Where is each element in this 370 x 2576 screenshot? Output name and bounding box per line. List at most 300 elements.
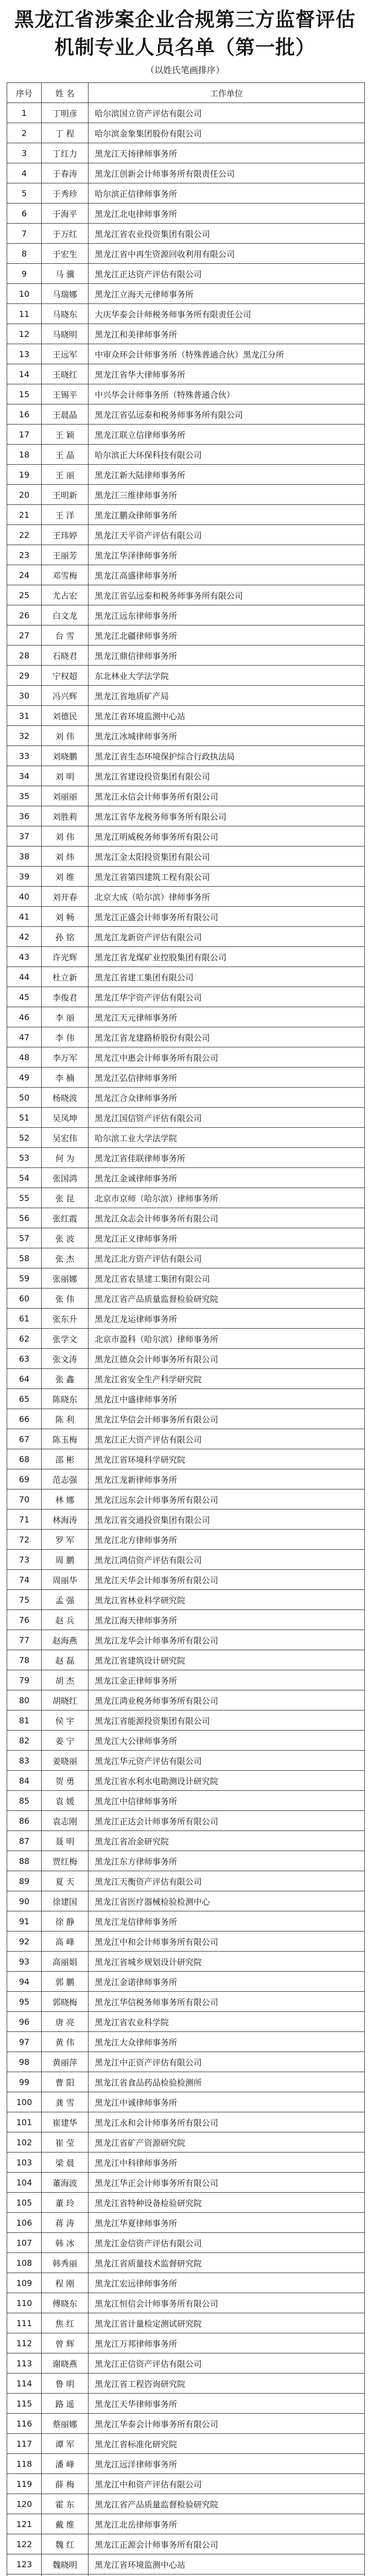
row-index: 37 [7, 826, 42, 846]
row-unit: 黑龙江创新会计师事务所有限责任公司 [89, 163, 365, 183]
row-name: 董 玲 [42, 2193, 89, 2213]
table-row [7, 2394, 365, 2414]
row-index: 62 [7, 1329, 42, 1349]
row-index: 107 [7, 2233, 42, 2253]
row-name: 张学文 [42, 1329, 89, 1349]
row-name: 张丽娜 [42, 1268, 89, 1289]
row-unit: 黑龙江龙运律师事务所 [89, 1309, 365, 1329]
row-name: 周丽华 [42, 1570, 89, 1590]
row-unit: 黑龙江新大陆律师事务所 [89, 465, 365, 485]
row-index: 123 [7, 2554, 42, 2574]
row-unit: 黑龙江华宇资产评估有限公司 [89, 987, 365, 1007]
row-name: 鲁 明 [42, 2374, 89, 2394]
row-index: 116 [7, 2414, 42, 2434]
row-name: 戴 维 [42, 2514, 89, 2534]
row-unit: 黑龙江正义律师事务所 [89, 1228, 365, 1248]
row-index: 25 [7, 585, 42, 605]
row-name: 王远军 [42, 344, 89, 364]
table-row [7, 1931, 365, 1952]
table-row [7, 1389, 365, 1409]
row-unit: 黑龙江天扬律师事务所 [89, 143, 365, 163]
table-row [7, 545, 365, 565]
table-row [7, 1409, 365, 1429]
row-unit: 中兴华会计师事务所（特殊普通合伙） [89, 384, 365, 404]
row-unit: 黑龙江北岳律师事务所 [89, 2514, 365, 2534]
table-row [7, 1690, 365, 1710]
row-index [7, 2574, 42, 2576]
row-name: 胡 杰 [42, 1670, 89, 1690]
table-row [7, 726, 365, 746]
table-row [7, 1751, 365, 1771]
row-index: 7 [7, 224, 42, 244]
row-unit: 黑龙江省佳联律师事务所 [89, 1148, 365, 1168]
row-index: 78 [7, 1650, 42, 1670]
row-index: 12 [7, 324, 42, 344]
row-name: 王玮婷 [42, 525, 89, 545]
row-name: 刘 伟 [42, 726, 89, 746]
row-unit: 黑龙江中信律师事务所 [89, 1791, 365, 1811]
row-index: 106 [7, 2213, 42, 2233]
row-index: 92 [7, 1931, 42, 1952]
row-index: 19 [7, 465, 42, 485]
row-index: 85 [7, 1791, 42, 1811]
table-row [7, 1992, 365, 2012]
row-unit [89, 2574, 365, 2576]
row-unit: 黑龙江金信资产评估有限公司 [89, 2233, 365, 2253]
table-row [7, 244, 365, 264]
row-unit: 哈尔滨工业大学法学院 [89, 1128, 365, 1148]
row-name: 刘 维 [42, 867, 89, 887]
row-index: 14 [7, 364, 42, 384]
row-name: 张 伟 [42, 1289, 89, 1309]
table-row [7, 1469, 365, 1489]
roster-table-body [7, 103, 365, 2576]
row-unit: 黑龙江省冶金研究院 [89, 1831, 365, 1851]
row-unit: 黑龙江省龙建路桥股份有限公司 [89, 1027, 365, 1047]
table-row [7, 1208, 365, 1228]
row-unit: 黑龙江鹏众律师事务所 [89, 505, 365, 525]
table-row [7, 2132, 365, 2153]
row-name: 刘 畅 [42, 907, 89, 927]
row-name: 王明新 [42, 485, 89, 505]
row-index: 108 [7, 2253, 42, 2273]
row-name: 王晓红 [42, 364, 89, 384]
row-name: 霍 东 [42, 2494, 89, 2514]
row-index: 44 [7, 967, 42, 987]
table-row [7, 1188, 365, 1208]
row-name: 陈玉梅 [42, 1429, 89, 1449]
row-unit: 黑龙江永信会计师事务所有限公司 [89, 786, 365, 806]
row-index: 73 [7, 1550, 42, 1570]
row-index: 15 [7, 384, 42, 404]
table-header-row [7, 83, 365, 103]
row-unit: 黑龙江金诚律师事务所 [89, 1168, 365, 1188]
subtitle: （以姓氏笔画排序） [146, 65, 224, 76]
row-unit: 黑龙江北疆律师事务所 [89, 625, 365, 646]
row-name: 李俊君 [42, 987, 89, 1007]
table-row [7, 1590, 365, 1610]
row-index: 52 [7, 1128, 42, 1148]
row-name: 崔建华 [42, 2112, 89, 2132]
table-row [7, 2353, 365, 2374]
row-index: 36 [7, 806, 42, 826]
row-name: 杨晓波 [42, 1088, 89, 1108]
table-row [7, 1791, 365, 1811]
row-unit: 黑龙江金太阳投资集团有限公司 [89, 846, 365, 867]
row-name: 林 娜 [42, 1489, 89, 1510]
row-index: 117 [7, 2434, 42, 2454]
row-index: 68 [7, 1449, 42, 1469]
row-name: 石晓君 [42, 646, 89, 666]
row-index: 9 [7, 264, 42, 284]
row-unit: 黑龙江高盛律师事务所 [89, 565, 365, 585]
table-row [7, 1811, 365, 1831]
table-row [7, 967, 365, 987]
table-row [7, 264, 365, 284]
row-unit: 黑龙江北方律师事务所 [89, 1530, 365, 1550]
row-index: 28 [7, 646, 42, 666]
row-unit: 黑龙江联立信律师事务所 [89, 425, 365, 445]
table-row [7, 485, 365, 505]
table-row [7, 505, 365, 525]
row-name: 张 昆 [42, 1188, 89, 1208]
row-index: 83 [7, 1751, 42, 1771]
row-unit: 黑龙江正达会计师事务所有限公司 [89, 1811, 365, 1831]
table-row [7, 766, 365, 786]
row-name: 马晓东 [42, 304, 89, 324]
row-name: 侯 宇 [42, 1710, 89, 1731]
row-unit: 黑龙江省特种设备检验研究院 [89, 2193, 365, 2213]
table-row [7, 1349, 365, 1369]
row-index: 11 [7, 304, 42, 324]
row-unit: 黑龙江龙华会计师事务所有限公司 [89, 1630, 365, 1650]
row-name: 吴宏伟 [42, 1128, 89, 1148]
row-index: 120 [7, 2494, 42, 2514]
row-name: 谭 军 [42, 2434, 89, 2454]
row-name: 黄丽萍 [42, 2052, 89, 2072]
row-name: 邵 彬 [42, 1449, 89, 1469]
table-row [7, 1228, 365, 1248]
table-row [7, 2374, 365, 2394]
row-index: 67 [7, 1429, 42, 1449]
row-index: 72 [7, 1530, 42, 1550]
row-index: 42 [7, 927, 42, 947]
row-unit: 黑龙江天衡资产评估有限公司 [89, 1871, 365, 1891]
row-index: 88 [7, 1851, 42, 1871]
row-index: 33 [7, 746, 42, 766]
row-unit: 黑龙江省建设投资集团有限公司 [89, 766, 365, 786]
row-name: 王 丽 [42, 465, 89, 485]
table-row [7, 565, 365, 585]
row-unit: 黑龙江省安全生产科学研究院 [89, 1369, 365, 1389]
row-unit: 黑龙江鼎信律师事务所 [89, 646, 365, 666]
row-unit: 黑龙江省医疗器械检验检测中心 [89, 1891, 365, 1911]
row-unit: 黑龙江德众会计师事务所有限公司 [89, 1349, 365, 1369]
table-row [7, 1489, 365, 1510]
row-index: 35 [7, 786, 42, 806]
row-unit: 黑龙江正达资产评估有限公司 [89, 264, 365, 284]
table-row [7, 2072, 365, 2092]
table-row [7, 1530, 365, 1550]
row-name: 胡晓红 [42, 1690, 89, 1710]
row-index: 61 [7, 1309, 42, 1329]
row-index: 24 [7, 565, 42, 585]
row-name: 陈晓东 [42, 1389, 89, 1409]
table-row [7, 786, 365, 806]
row-index: 112 [7, 2333, 42, 2353]
row-name: 贺 勇 [42, 1771, 89, 1791]
row-name: 刘胜莉 [42, 806, 89, 826]
title-line-1: 黑龙江省涉案企业合规第三方监督评估 [14, 8, 356, 31]
row-unit: 黑龙江众志会计师事务所有限公司 [89, 1208, 365, 1228]
row-index: 5 [7, 183, 42, 204]
row-index: 98 [7, 2052, 42, 2072]
row-name: 王锡平 [42, 384, 89, 404]
roster-table [7, 82, 365, 2576]
row-unit: 黑龙江鸿信资产评估有限公司 [89, 1550, 365, 1570]
row-name: 孟 强 [42, 1590, 89, 1610]
table-row [7, 183, 365, 204]
row-index: 1 [7, 103, 42, 123]
row-unit: 黑龙江华正会计师事务所有限公司 [89, 2173, 365, 2193]
table-row [7, 344, 365, 364]
row-name: 林海涛 [42, 1510, 89, 1530]
table-row [7, 204, 365, 224]
table-row [7, 625, 365, 646]
row-unit: 黑龙江省产品质量监督检验研究院 [89, 2494, 365, 2514]
row-unit: 中审众环会计师事务所（特殊普通合伙）黑龙江分所 [89, 344, 365, 364]
row-unit: 黑龙江宏远律师事务所 [89, 2273, 365, 2293]
row-index: 113 [7, 2353, 42, 2374]
row-index: 46 [7, 1007, 42, 1027]
table-row [7, 2474, 365, 2494]
table-row [7, 425, 365, 445]
header-unit: 工作单位 [89, 83, 365, 103]
row-name: 曹 阳 [42, 2072, 89, 2092]
row-unit: 黑龙江华信会计师事务所有限公司 [89, 1409, 365, 1429]
row-unit: 黑龙江中和会计师事务所有限公司 [89, 1931, 365, 1952]
row-unit: 黑龙江恒信会计师事务所有限公司 [89, 2293, 365, 2313]
row-index: 16 [7, 404, 42, 425]
row-index: 90 [7, 1891, 42, 1911]
table-row [7, 1128, 365, 1148]
row-unit: 黑龙江冰城律师事务所 [89, 726, 365, 746]
row-unit: 哈尔滨正大环保科技有限公司 [89, 445, 365, 465]
table-row [7, 947, 365, 967]
table-row [7, 404, 365, 425]
table-row [7, 1972, 365, 1992]
table-row [7, 2233, 365, 2253]
table-row [7, 384, 365, 404]
table-row [7, 284, 365, 304]
table-row [7, 1148, 365, 1168]
row-index: 49 [7, 1067, 42, 1088]
row-name: 张东升 [42, 1309, 89, 1329]
row-unit: 黑龙江国信资产评估有限公司 [89, 1108, 365, 1128]
row-unit: 哈尔滨正信律师事务所 [89, 183, 365, 204]
table-row [7, 686, 365, 706]
row-name: 周 鹏 [42, 1550, 89, 1570]
row-index: 77 [7, 1630, 42, 1650]
table-row [7, 1268, 365, 1289]
row-unit: 黑龙江中正资产评估有限公司 [89, 2052, 365, 2072]
row-index: 96 [7, 2012, 42, 2032]
row-index: 70 [7, 1489, 42, 1510]
row-index: 56 [7, 1208, 42, 1228]
row-index: 87 [7, 1831, 42, 1851]
table-row [7, 806, 365, 826]
row-name: 焦 红 [42, 2313, 89, 2333]
row-unit: 黑龙江省环境科学研究院 [89, 1449, 365, 1469]
row-name: 黄 伟 [42, 2032, 89, 2052]
row-index: 66 [7, 1409, 42, 1429]
header-index: 序号 [7, 83, 42, 103]
row-index: 64 [7, 1369, 42, 1389]
row-name: 于海平 [42, 204, 89, 224]
row-name: 龚 雪 [42, 2092, 89, 2112]
row-unit: 黑龙江龙信律师事务所 [89, 1911, 365, 1931]
row-name: 于宏生 [42, 244, 89, 264]
row-name: 刘开春 [42, 887, 89, 907]
row-name: 蒋 涛 [42, 2213, 89, 2233]
row-name: 郭晓梅 [42, 1992, 89, 2012]
table-row [7, 1710, 365, 1731]
row-index: 43 [7, 947, 42, 967]
row-index: 110 [7, 2293, 42, 2313]
row-unit: 黑龙江省交通投资集团有限公司 [89, 1510, 365, 1530]
row-unit: 黑龙江金正律师事务所 [89, 1670, 365, 1690]
row-unit: 黑龙江省中再生资源回收利用有限公司 [89, 244, 365, 264]
row-index: 54 [7, 1168, 42, 1188]
row-unit: 黑龙江华信税务师事务所有限公司 [89, 1992, 365, 2012]
table-row [7, 1952, 365, 1972]
row-name: 姜晓丽 [42, 1751, 89, 1771]
row-name: 韩 冰 [42, 2233, 89, 2253]
row-name: 聂 明 [42, 1831, 89, 1851]
table-row [7, 2494, 365, 2514]
row-index: 94 [7, 1972, 42, 1992]
row-unit: 黑龙江华泽律师事务所 [89, 545, 365, 565]
row-name: 李 楠 [42, 1067, 89, 1088]
row-name: 董海波 [42, 2173, 89, 2193]
row-name: 崔 莹 [42, 2132, 89, 2153]
row-unit: 黑龙江省矿产资源研究院 [89, 2132, 365, 2153]
table-row [7, 324, 365, 344]
table-row [7, 103, 365, 123]
table-row [7, 445, 365, 465]
row-name: 刘 伟 [42, 826, 89, 846]
row-index: 39 [7, 867, 42, 887]
row-index: 53 [7, 1148, 42, 1168]
table-row [7, 826, 365, 846]
row-index: 8 [7, 244, 42, 264]
row-unit: 黑龙江省第四建筑工程有限公司 [89, 867, 365, 887]
table-row [7, 2213, 365, 2233]
row-unit: 黑龙江正信资产评估有限公司 [89, 2353, 365, 2374]
row-unit: 黑龙江金诺律师事务所 [89, 1972, 365, 1992]
row-unit: 黑龙江华夏律师事务所 [89, 2213, 365, 2233]
row-name: 吴凤坤 [42, 1108, 89, 1128]
table-row [7, 1911, 365, 1931]
row-index: 91 [7, 1911, 42, 1931]
row-name: 谢晓燕 [42, 2353, 89, 2374]
row-unit: 黑龙江中诚律师事务所 [89, 2092, 365, 2112]
row-unit: 黑龙江中和资产评估有限公司 [89, 2474, 365, 2494]
table-row [7, 163, 365, 183]
row-unit: 黑龙江北方资产评估有限公司 [89, 1248, 365, 1268]
row-unit: 黑龙江远东会计师事务所有限公司 [89, 1489, 365, 1510]
row-index: 3 [7, 143, 42, 163]
table-row [7, 304, 365, 324]
row-name: 王丽芳 [42, 545, 89, 565]
row-unit: 黑龙江华泰会计师事务所有限公司 [89, 2414, 365, 2434]
table-row [7, 666, 365, 686]
row-unit: 黑龙江省质量技术监督研究院 [89, 2253, 365, 2273]
row-unit: 黑龙江省标准化研究院 [89, 2434, 365, 2454]
row-name: 刘 明 [42, 766, 89, 786]
table-row [7, 2273, 365, 2293]
row-name: 刘丽丽 [42, 786, 89, 806]
table-row [7, 646, 365, 666]
row-unit: 黑龙江中惠会计师事务所有限公司 [89, 1047, 365, 1067]
row-name [42, 2574, 89, 2576]
table-row [7, 927, 365, 947]
table-row [7, 1168, 365, 1188]
row-index: 50 [7, 1088, 42, 1108]
row-unit: 黑龙江东方律师事务所 [89, 1851, 365, 1871]
row-unit: 黑龙江和美律师事务所 [89, 324, 365, 344]
row-name: 李 丽 [42, 1007, 89, 1027]
table-row [7, 2333, 365, 2353]
row-name: 李万军 [42, 1047, 89, 1067]
row-name: 赵 兵 [42, 1610, 89, 1630]
row-name: 刘德民 [42, 706, 89, 726]
row-name: 白文龙 [42, 605, 89, 625]
row-name: 刘晓鹏 [42, 746, 89, 766]
row-index: 21 [7, 505, 42, 525]
row-index: 51 [7, 1108, 42, 1128]
row-name: 于春涛 [42, 163, 89, 183]
table-row [7, 1550, 365, 1570]
row-unit: 黑龙江远洋律师事务所 [89, 2454, 365, 2474]
row-unit: 黑龙江天华律师事务所 [89, 2394, 365, 2414]
row-index: 45 [7, 987, 42, 1007]
row-index: 79 [7, 1670, 42, 1690]
row-index: 69 [7, 1469, 42, 1489]
row-name: 王晨晶 [42, 404, 89, 425]
row-index: 13 [7, 344, 42, 364]
row-name: 袁志刚 [42, 1811, 89, 1831]
row-index: 23 [7, 545, 42, 565]
table-row [7, 2173, 365, 2193]
header-name: 姓 名 [42, 83, 89, 103]
row-name: 薛 梅 [42, 2474, 89, 2494]
row-name: 冯兴辉 [42, 686, 89, 706]
row-name: 王 洋 [42, 505, 89, 525]
row-index: 31 [7, 706, 42, 726]
row-name: 马瑞娜 [42, 284, 89, 304]
row-name: 何 为 [42, 1148, 89, 1168]
row-unit: 黑龙江省环境监测中心站 [89, 706, 365, 726]
row-index: 109 [7, 2273, 42, 2293]
row-name: 丁 程 [42, 123, 89, 143]
table-row [7, 465, 365, 485]
row-unit: 黑龙江省产品质量监督检验研究院 [89, 1289, 365, 1309]
row-index: 27 [7, 625, 42, 646]
row-index: 81 [7, 1710, 42, 1731]
row-name: 姜 宁 [42, 1731, 89, 1751]
row-name: 王 晶 [42, 445, 89, 465]
